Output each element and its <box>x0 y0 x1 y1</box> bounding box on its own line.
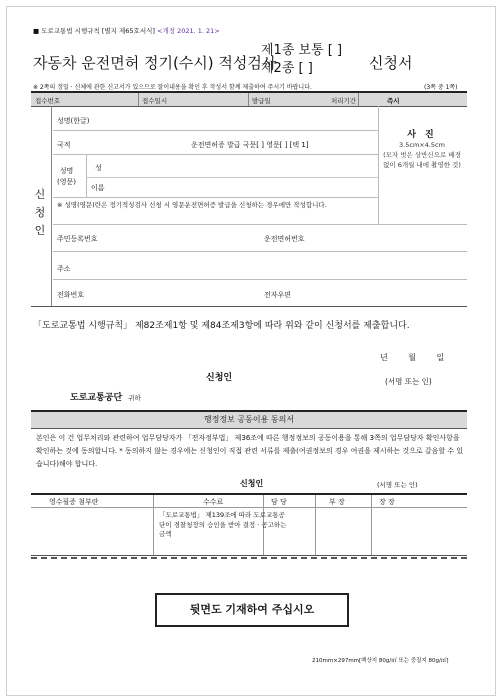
consent-heading: 행정정보 공동이용 동의서 <box>31 410 467 429</box>
law-ref-text: ■ 도로교통법 시행규칙 [별지 제65호서식] <box>33 27 155 35</box>
type-2-checkbox[interactable]: 제2종 [ ] <box>261 61 313 76</box>
email-label: 전자우편 <box>264 291 292 299</box>
processing-period-label: 처리기간 <box>331 97 357 105</box>
phone-label: 전화번호 <box>57 291 85 299</box>
receipt-attach-header: 영수필증 첨부란 <box>49 498 99 506</box>
form-title <box>33 42 473 76</box>
photo-area[interactable] <box>382 130 462 210</box>
title-tail: 신청서 <box>369 54 413 72</box>
photo-title: 사 진 <box>407 130 437 140</box>
consent-sign-note[interactable]: (서명 또는 인) <box>377 481 418 489</box>
law-reference <box>33 26 220 35</box>
receipt-no-label: 접수번호 <box>35 97 61 105</box>
revision-date: <개정 2021. 1. 21> <box>157 27 220 35</box>
addressee-suffix: 귀하 <box>128 394 141 402</box>
given-name-label: 이름 <box>91 184 105 192</box>
officer-header: 담 당 <box>271 498 287 506</box>
back-page-notice: 뒷면도 기재하여 주십시오 <box>155 593 349 627</box>
applicant-side-label: 신청인 <box>34 188 46 237</box>
license-language-field[interactable]: 운전면허증 발급 국문[ ] 영문[ ] [택 1] <box>191 141 309 149</box>
manager-header: 부 장 <box>329 498 345 506</box>
addressee-name: 도로교통공단 <box>70 393 123 403</box>
sign-note[interactable]: (서명 또는 인) <box>385 377 432 386</box>
consent-signer-label: 신청인 <box>240 479 264 488</box>
page-count: (3쪽 중 1쪽) <box>424 84 458 91</box>
receipt-date-label: 접수일시 <box>142 97 168 105</box>
license-number-label: 운전면허번호 <box>264 235 305 243</box>
fee-table <box>31 493 467 556</box>
issue-date-label: 발급일 <box>252 97 271 105</box>
rrn-label: 주민등록번호 <box>57 235 98 243</box>
title-main: 자동차 운전면허 정기(수시) 적성검사 <box>33 54 277 72</box>
surname-label: 성 <box>95 164 102 172</box>
applicant-sign-label: 신청인 <box>206 373 233 383</box>
name-en-label: 성명 (영문) <box>57 167 76 186</box>
addressee <box>70 390 141 403</box>
photo-description: (모자 벗은 상반신으로 배경 없이 6개월 내에 촬영한 것) <box>383 151 461 169</box>
english-name-note: ※ 성명(영문)란은 정기적성검사 신청 시 영문운전면허증 발급을 신청하는 경우에만 작성합니다. <box>57 201 327 209</box>
type-1-checkbox[interactable]: 제1종 보통 [ ] <box>261 43 343 58</box>
applicant-section <box>31 106 467 307</box>
fee-description: 「도로교통법」 제139조에 따라 도로교통공단이 경찰청장의 승인을 받아 결정 · 공고하는 금액 <box>159 511 287 538</box>
fee-header: 수수료 <box>203 498 224 506</box>
consent-text: 본인은 이 건 업무처리와 관련하여 업무담당자가 「전자정부법」 제36조에 따른 행정정보의 공동이용을 통해 3쪽의 업무담당자 확인사항을 확인하는 것에 동의합니다. * 동의하지 않는 경우에는 신청인이 직접 관련 서류를 제출(여권정보의 경우 여권을 제시하는 것으로 갈음할 수 있습니다)해야 합니다. <box>36 434 464 468</box>
name-kr-label: 성명(한글) <box>57 117 90 125</box>
license-type-options <box>261 42 342 78</box>
notice-text: ※ 2쪽의 정밀 · 신체에 관한 신고서가 있으므로 잘이내용을 확인 후 작성서 함께 제출하여 주시기 바랍니다. <box>33 84 312 91</box>
address-label: 주소 <box>57 265 71 273</box>
director-header: 장 장 <box>379 498 395 506</box>
photo-size: 3.5cm×4.5cm <box>399 141 445 149</box>
receipt-row <box>31 91 467 107</box>
paper-spec: 210mm×297mm[백상지 80g/㎡ 또는 중질지 80g/㎡] <box>312 658 449 664</box>
processing-period-value: 즉시 <box>387 97 400 105</box>
cut-line <box>31 557 467 559</box>
date-line[interactable]: 년 월 일 <box>380 353 445 362</box>
nationality-label: 국적 <box>57 141 71 149</box>
declaration-text: 「도로교통법 시행규칙」 제82조제1항 및 제84조제3항에 따라 위와 같이 신청서를 제출합니다. <box>33 321 410 331</box>
